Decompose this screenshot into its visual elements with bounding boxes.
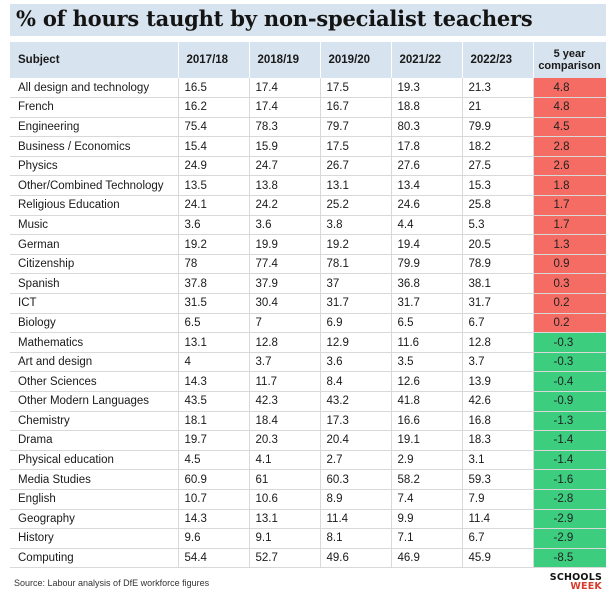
value-cell: 6.7	[462, 313, 533, 333]
value-cell: 21.3	[462, 78, 533, 98]
comparison-cell: 1.7	[533, 215, 606, 235]
value-cell: 16.7	[320, 98, 391, 118]
subject-cell: Other/Combined Technology	[10, 176, 178, 196]
subject-cell: Chemistry	[10, 411, 178, 431]
value-cell: 26.7	[320, 156, 391, 176]
page-title: % of hours taught by non-specialist teachers	[16, 6, 533, 31]
comparison-cell: 1.3	[533, 235, 606, 255]
value-cell: 17.5	[320, 78, 391, 98]
value-cell: 25.2	[320, 196, 391, 216]
value-cell: 15.9	[249, 137, 320, 157]
header-year: 2022/23	[462, 42, 533, 78]
table-row	[10, 215, 606, 235]
value-cell: 80.3	[391, 117, 462, 137]
table-row	[10, 235, 606, 255]
header-year: 2021/22	[391, 42, 462, 78]
subject-cell: Music	[10, 215, 178, 235]
value-cell: 27.5	[462, 156, 533, 176]
comparison-cell: -0.3	[533, 333, 606, 353]
comparison-cell: 0.3	[533, 274, 606, 294]
value-cell: 3.5	[391, 352, 462, 372]
value-cell: 18.1	[178, 411, 249, 431]
value-cell: 19.3	[391, 78, 462, 98]
value-cell: 4.5	[178, 450, 249, 470]
value-cell: 37.8	[178, 274, 249, 294]
value-cell: 10.7	[178, 489, 249, 509]
value-cell: 7.9	[462, 489, 533, 509]
value-cell: 30.4	[249, 294, 320, 314]
subject-cell: Media Studies	[10, 470, 178, 490]
comparison-cell: 0.2	[533, 313, 606, 333]
subject-cell: English	[10, 489, 178, 509]
subject-cell: German	[10, 235, 178, 255]
value-cell: 17.5	[320, 137, 391, 157]
subject-cell: Biology	[10, 313, 178, 333]
subject-cell: Spanish	[10, 274, 178, 294]
value-cell: 14.3	[178, 509, 249, 529]
value-cell: 8.1	[320, 529, 391, 549]
comparison-cell: -8.5	[533, 548, 606, 568]
value-cell: 9.1	[249, 529, 320, 549]
subject-cell: History	[10, 529, 178, 549]
header-year: 2017/18	[178, 42, 249, 78]
comparison-cell: -1.6	[533, 470, 606, 490]
value-cell: 4	[178, 352, 249, 372]
value-cell: 13.4	[391, 176, 462, 196]
value-cell: 3.6	[178, 215, 249, 235]
value-cell: 13.5	[178, 176, 249, 196]
value-cell: 41.8	[391, 392, 462, 412]
value-cell: 24.7	[249, 156, 320, 176]
value-cell: 19.4	[391, 235, 462, 255]
value-cell: 43.5	[178, 392, 249, 412]
subject-cell: Other Sciences	[10, 372, 178, 392]
value-cell: 24.1	[178, 196, 249, 216]
value-cell: 4.1	[249, 450, 320, 470]
value-cell: 6.7	[462, 529, 533, 549]
table-row	[10, 411, 606, 431]
subject-cell: Mathematics	[10, 333, 178, 353]
value-cell: 13.1	[178, 333, 249, 353]
value-cell: 31.7	[320, 294, 391, 314]
table-row	[10, 489, 606, 509]
title-bar	[10, 4, 606, 36]
subject-cell: All design and technology	[10, 78, 178, 98]
value-cell: 6.5	[178, 313, 249, 333]
value-cell: 18.3	[462, 431, 533, 451]
value-cell: 59.3	[462, 470, 533, 490]
subject-cell: Physical education	[10, 450, 178, 470]
value-cell: 3.7	[462, 352, 533, 372]
subject-cell: Computing	[10, 548, 178, 568]
table-row	[10, 470, 606, 490]
value-cell: 9.9	[391, 509, 462, 529]
comparison-cell: -0.4	[533, 372, 606, 392]
value-cell: 11.7	[249, 372, 320, 392]
subject-cell: French	[10, 98, 178, 118]
subject-cell: Citizenship	[10, 254, 178, 274]
value-cell: 11.4	[320, 509, 391, 529]
value-cell: 46.9	[391, 548, 462, 568]
subject-cell: Physics	[10, 156, 178, 176]
value-cell: 6.9	[320, 313, 391, 333]
subject-cell: Religious Education	[10, 196, 178, 216]
comparison-cell: -0.9	[533, 392, 606, 412]
comparison-cell: 0.2	[533, 294, 606, 314]
value-cell: 13.9	[462, 372, 533, 392]
value-cell: 16.5	[178, 78, 249, 98]
table-row	[10, 372, 606, 392]
header-subject: Subject	[10, 42, 178, 78]
value-cell: 36.8	[391, 274, 462, 294]
value-cell: 18.4	[249, 411, 320, 431]
value-cell: 12.6	[391, 372, 462, 392]
table-row	[10, 548, 606, 568]
value-cell: 13.1	[320, 176, 391, 196]
value-cell: 60.3	[320, 470, 391, 490]
subject-cell: Art and design	[10, 352, 178, 372]
value-cell: 42.3	[249, 392, 320, 412]
value-cell: 38.1	[462, 274, 533, 294]
comparison-cell: 4.5	[533, 117, 606, 137]
value-cell: 2.7	[320, 450, 391, 470]
value-cell: 3.6	[320, 352, 391, 372]
value-cell: 58.2	[391, 470, 462, 490]
logo-line-2: WEEK	[570, 581, 602, 592]
value-cell: 12.8	[249, 333, 320, 353]
value-cell: 20.4	[320, 431, 391, 451]
logo-line-1: SCHOOLS	[549, 572, 602, 583]
value-cell: 19.1	[391, 431, 462, 451]
value-cell: 2.9	[391, 450, 462, 470]
table-row	[10, 176, 606, 196]
value-cell: 27.6	[391, 156, 462, 176]
value-cell: 3.6	[249, 215, 320, 235]
subject-cell: Drama	[10, 431, 178, 451]
comparison-cell: 2.6	[533, 156, 606, 176]
value-cell: 6.5	[391, 313, 462, 333]
value-cell: 43.2	[320, 392, 391, 412]
value-cell: 14.3	[178, 372, 249, 392]
table-row	[10, 509, 606, 529]
comparison-cell: -2.9	[533, 509, 606, 529]
table-row	[10, 274, 606, 294]
value-cell: 20.3	[249, 431, 320, 451]
table-row	[10, 294, 606, 314]
value-cell: 77.4	[249, 254, 320, 274]
value-cell: 19.2	[320, 235, 391, 255]
value-cell: 24.2	[249, 196, 320, 216]
table-row	[10, 156, 606, 176]
comparison-cell: -1.4	[533, 431, 606, 451]
value-cell: 79.7	[320, 117, 391, 137]
value-cell: 4.4	[391, 215, 462, 235]
value-cell: 25.8	[462, 196, 533, 216]
value-cell: 79.9	[391, 254, 462, 274]
header-row	[10, 42, 606, 78]
value-cell: 61	[249, 470, 320, 490]
value-cell: 37.9	[249, 274, 320, 294]
value-cell: 3.1	[462, 450, 533, 470]
value-cell: 12.8	[462, 333, 533, 353]
value-cell: 37	[320, 274, 391, 294]
value-cell: 17.3	[320, 411, 391, 431]
value-cell: 42.6	[462, 392, 533, 412]
table-row	[10, 137, 606, 157]
comparison-cell: -2.8	[533, 489, 606, 509]
comparison-cell: 1.7	[533, 196, 606, 216]
table-row	[10, 333, 606, 353]
value-cell: 11.6	[391, 333, 462, 353]
table-row	[10, 352, 606, 372]
data-table	[10, 42, 607, 568]
comparison-cell: 4.8	[533, 78, 606, 98]
table-row	[10, 313, 606, 333]
value-cell: 78.3	[249, 117, 320, 137]
subject-cell: Geography	[10, 509, 178, 529]
table-row	[10, 392, 606, 412]
value-cell: 15.4	[178, 137, 249, 157]
header-year: 2018/19	[249, 42, 320, 78]
value-cell: 31.5	[178, 294, 249, 314]
comparison-cell: -1.3	[533, 411, 606, 431]
subject-cell: ICT	[10, 294, 178, 314]
value-cell: 3.7	[249, 352, 320, 372]
value-cell: 75.4	[178, 117, 249, 137]
value-cell: 9.6	[178, 529, 249, 549]
header-year: 2019/20	[320, 42, 391, 78]
comparison-cell: 4.8	[533, 98, 606, 118]
value-cell: 18.8	[391, 98, 462, 118]
comparison-cell: 0.9	[533, 254, 606, 274]
value-cell: 15.3	[462, 176, 533, 196]
value-cell: 21	[462, 98, 533, 118]
value-cell: 7.4	[391, 489, 462, 509]
comparison-cell: -2.9	[533, 529, 606, 549]
table-row	[10, 431, 606, 451]
value-cell: 78.9	[462, 254, 533, 274]
value-cell: 17.4	[249, 98, 320, 118]
table-row	[10, 450, 606, 470]
table-row	[10, 196, 606, 216]
value-cell: 13.8	[249, 176, 320, 196]
value-cell: 17.4	[249, 78, 320, 98]
header-comparison: 5 year comparison	[533, 42, 606, 78]
subject-cell: Engineering	[10, 117, 178, 137]
value-cell: 19.7	[178, 431, 249, 451]
table-row	[10, 117, 606, 137]
value-cell: 20.5	[462, 235, 533, 255]
table-row	[10, 529, 606, 549]
value-cell: 7.1	[391, 529, 462, 549]
table-row	[10, 254, 606, 274]
value-cell: 5.3	[462, 215, 533, 235]
value-cell: 10.6	[249, 489, 320, 509]
publisher-logo	[550, 573, 602, 591]
value-cell: 19.2	[178, 235, 249, 255]
value-cell: 12.9	[320, 333, 391, 353]
table-row	[10, 78, 606, 98]
comparison-cell: 2.8	[533, 137, 606, 157]
subject-cell: Business / Economics	[10, 137, 178, 157]
value-cell: 18.2	[462, 137, 533, 157]
value-cell: 45.9	[462, 548, 533, 568]
comparison-cell: -1.4	[533, 450, 606, 470]
value-cell: 24.6	[391, 196, 462, 216]
table-row	[10, 98, 606, 118]
value-cell: 31.7	[462, 294, 533, 314]
value-cell: 24.9	[178, 156, 249, 176]
source-note: Source: Labour analysis of DfE workforce figures	[14, 578, 210, 588]
subject-cell: Other Modern Languages	[10, 392, 178, 412]
value-cell: 78	[178, 254, 249, 274]
value-cell: 16.6	[391, 411, 462, 431]
value-cell: 52.7	[249, 548, 320, 568]
value-cell: 16.8	[462, 411, 533, 431]
value-cell: 17.8	[391, 137, 462, 157]
value-cell: 49.6	[320, 548, 391, 568]
value-cell: 79.9	[462, 117, 533, 137]
value-cell: 3.8	[320, 215, 391, 235]
value-cell: 78.1	[320, 254, 391, 274]
value-cell: 7	[249, 313, 320, 333]
value-cell: 16.2	[178, 98, 249, 118]
value-cell: 8.4	[320, 372, 391, 392]
table-body	[10, 78, 606, 568]
value-cell: 19.9	[249, 235, 320, 255]
value-cell: 31.7	[391, 294, 462, 314]
value-cell: 60.9	[178, 470, 249, 490]
value-cell: 8.9	[320, 489, 391, 509]
comparison-cell: -0.3	[533, 352, 606, 372]
value-cell: 54.4	[178, 548, 249, 568]
value-cell: 13.1	[249, 509, 320, 529]
value-cell: 11.4	[462, 509, 533, 529]
comparison-cell: 1.8	[533, 176, 606, 196]
